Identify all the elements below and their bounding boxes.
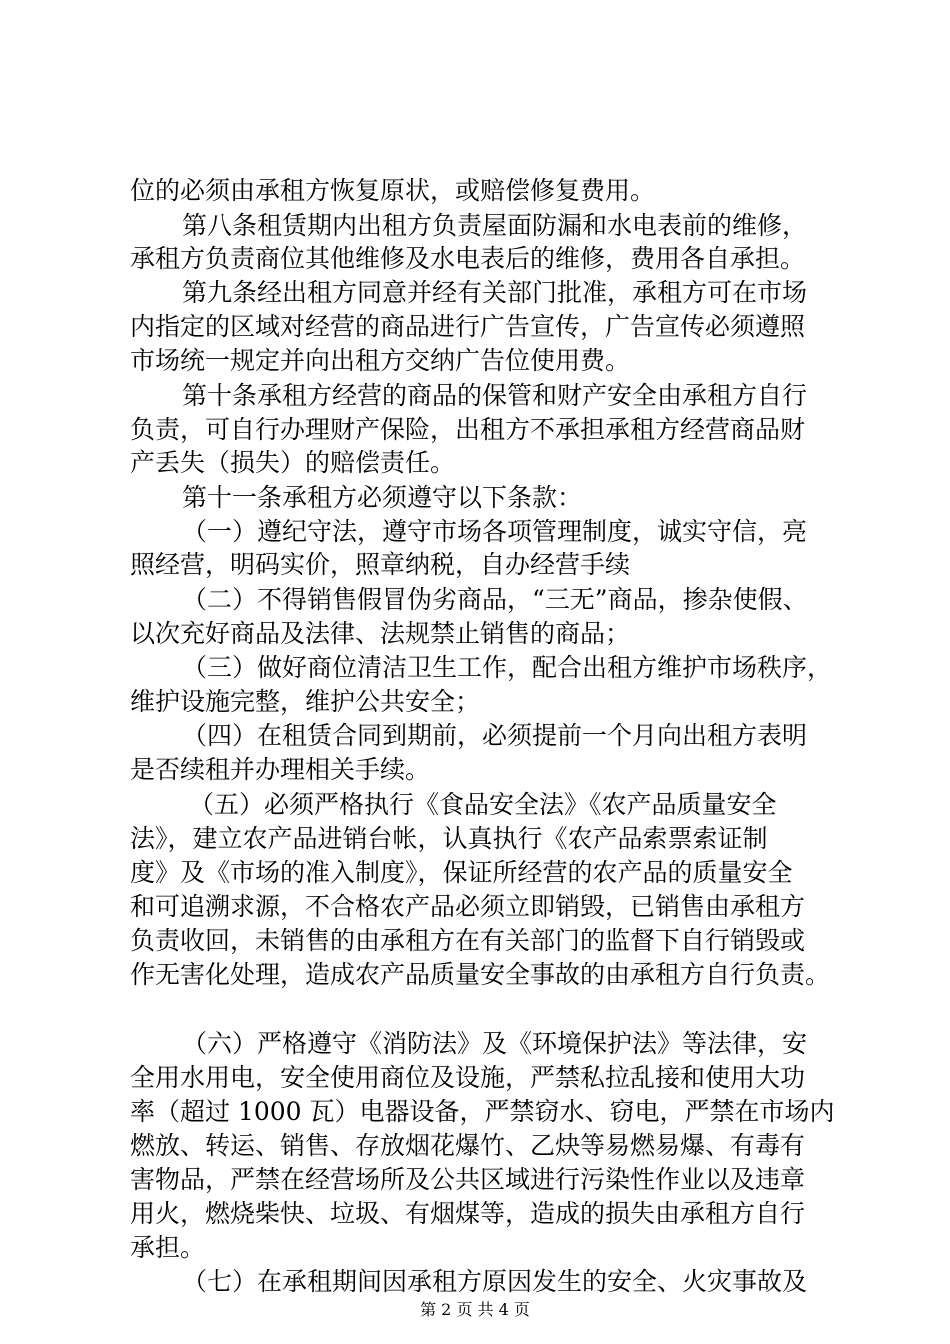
- text-line: 度》及《市场的准入制度》，保证所经营的农产品的质量安全: [130, 858, 793, 887]
- text-line: 燃放、转运、销售、存放烟花爆竹、乙炔等易燃易爆、有毒有: [130, 1131, 806, 1160]
- text-line: （四）在租赁合同到期前，必须提前一个月向出租方表明: [182, 721, 808, 750]
- text-line: （七）在承租期间因承租方原因发生的安全、火灾事故及: [182, 1267, 808, 1296]
- text-line: 全用水用电，安全使用商位及设施，严禁私拉乱接和使用大功: [130, 1063, 806, 1092]
- text-line: 害物品，严禁在经营场所及公共区域进行污染性作业以及违章: [130, 1165, 806, 1194]
- text-line: 作无害化处理，造成农产品质量安全事故的由承租方自行负责。: [130, 960, 831, 989]
- text-line: （三）做好商位清洁卫生工作，配合出租方维护市场秩序，: [182, 653, 833, 682]
- text-line: 率（超过 1000 瓦）电器设备，严禁窃水、窃电，严禁在市场内: [130, 1097, 835, 1126]
- text-line: 是否续租并办理相关手续。: [130, 755, 431, 784]
- text-line: 第九条经出租方同意并经有关部门批准，承租方可在市场: [182, 278, 808, 307]
- text-line: 负责收回，未销售的由承租方在有关部门的监督下自行销毁或: [130, 926, 806, 955]
- text-line: 第八条租赁期内出租方负责屋面防漏和水电表前的维修，: [182, 211, 808, 240]
- text-line: （一）遵纪守法，遵守市场各项管理制度，诚实守信，亮: [182, 517, 808, 546]
- text-line: 内指定的区域对经营的商品进行广告宣传，广告宣传必须遵照: [130, 312, 806, 341]
- text-line: 市场统一规定并向出租方交纳广告位使用费。: [130, 346, 631, 375]
- text-line: 和可追溯求源，不合格农产品必须立即销毁，已销售由承租方: [130, 892, 806, 921]
- text-line: 承租方负责商位其他维修及水电表后的维修，费用各自承担。: [130, 244, 806, 273]
- text-line: 以次充好商品及法律、法规禁止销售的商品；: [130, 619, 631, 648]
- page-number-footer: 第 2 页 共 4 页: [420, 1300, 530, 1319]
- text-line: 第十条承租方经营的商品的保管和财产安全由承租方自行: [182, 381, 808, 410]
- text-line: （二）不得销售假冒伪劣商品，“三无”商品，掺杂使假、: [182, 585, 808, 614]
- text-line: 产丢失（损失）的赔偿责任。: [130, 448, 456, 477]
- text-line: 位的必须由承租方恢复原状，或赔偿修复费用。: [130, 176, 656, 205]
- text-line: （五）必须严格执行《食品安全法》《农产品质量安全: [189, 790, 777, 819]
- text-line: 照经营，明码实价，照章纳税，自办经营手续: [130, 550, 631, 579]
- text-line: 法》，建立农产品进销台帐，认真执行《农产品索票索证制: [130, 824, 768, 853]
- text-line: （六）严格遵守《消防法》及《环境保护法》等法律，安: [182, 1029, 808, 1058]
- text-line: 承担。: [130, 1233, 206, 1262]
- text-line: 第十一条承租方必须遵守以下条款：: [182, 483, 583, 512]
- text-line: 维护设施完整，维护公共安全；: [130, 687, 481, 716]
- text-line: 用火，燃烧柴快、垃圾、有烟煤等，造成的损失由承租方自行: [130, 1199, 806, 1228]
- text-line: 负责，可自行办理财产保险，出租方不承担承租方经营商品财: [130, 415, 806, 444]
